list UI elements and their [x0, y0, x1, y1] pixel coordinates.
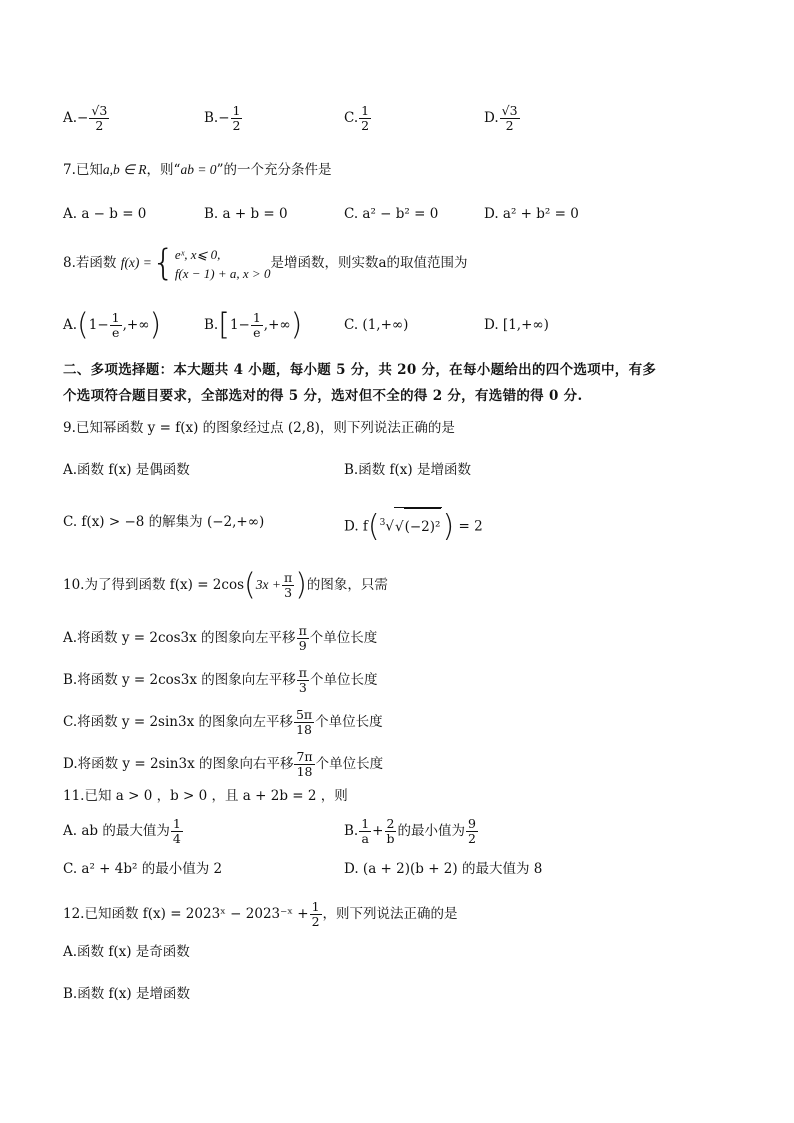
section-2-heading-line2: 个选项符合题目要求，全部选对的得 5 分，选对但不全的得 2 分，有选错的得 0 分. [63, 388, 583, 404]
q6-option-b: B.− $\frac{1}{2}$ [204, 103, 241, 133]
q9-option-b: B.函数 f(x) 是增函数 [344, 462, 471, 478]
q7-option-b: B. a + b = 0 [204, 206, 288, 222]
q12-option-a: A.函数 f(x) 是奇函数 [63, 944, 190, 960]
q9-option-a: A.函数 f(x) 是偶函数 [63, 462, 190, 478]
q7-stem: 7.已知a,b ∈ R，则“ab = 0”的一个充分条件是 [63, 162, 332, 178]
q7-option-a: A. a − b = 0 [63, 206, 147, 222]
q11-option-b: B. $\frac{1}{a}$ + $\frac{2}{b}$ 的最小值为 $\frac{9}{2}$ [344, 816, 476, 846]
q6-option-d: D. $\frac{√3}{2}$ [484, 103, 518, 133]
q8-option-c: C. (1,+∞) [344, 317, 409, 333]
q8-option-b: B.[1− $\frac{1}{e}$ ,+∞) [204, 307, 303, 343]
q11-option-d: D. (a + 2)(b + 2) 的最大值为 8 [344, 861, 543, 877]
q11-stem: 11.已知 a > 0 ，b > 0 ，且 a + 2b = 2 ，则 [63, 788, 348, 804]
q12-stem: 12.已知函数 f(x) = 2023ˣ − 2023⁻ˣ + $\frac{1}{2}$ ，则下列说法正确的是 [63, 899, 458, 929]
q7-option-c: C. a² − b² = 0 [344, 206, 439, 222]
q10-option-d: D.将函数 y = 2sin3x 的图象向右平移 $\frac{7\pi}{18}$ 个单位长度 [63, 749, 384, 779]
q8-option-d: D. [1,+∞) [484, 317, 549, 333]
q11-option-a: A. ab 的最大值为 $\frac{1}{4}$ [63, 816, 181, 846]
q7-option-d: D. a² + b² = 0 [484, 206, 579, 222]
q9-stem: 9.已知幂函数 y = f(x) 的图象经过点 (2,8)，则下列说法正确的是 [63, 420, 455, 436]
q11-option-c: C. a² + 4b² 的最小值为 2 [63, 861, 223, 877]
section-2-heading: 二、多项选择题：本大题共 4 小题，每小题 5 分，共 20 分，在每小题给出的四个选项中，有多 [63, 362, 657, 378]
q10-stem: 10.为了得到函数 f(x) = 2cos(3x + $\frac{\pi}{3}$ )的图象，只需 [63, 567, 388, 603]
q9-option-c: C. f(x) > −8 的解集为 (−2,+∞) [63, 514, 265, 530]
q8-stem: 8.若函数 f(x) ={ eˣ, x⩽ 0, f(x − 1) + a, x > 0 是增函数，则实数a的取值范围为 [63, 242, 468, 284]
q10-option-c: C.将函数 y = 2sin3x 的图象向左平移 $\frac{5\pi}{18}$ 个单位长度 [63, 707, 383, 737]
q8-option-a: A.(1− $\frac{1}{e}$ ,+∞) [63, 307, 162, 343]
q6-option-a: A.− $\frac{√3}{2}$ [63, 103, 108, 133]
q12-option-b: B.函数 f(x) 是增函数 [63, 986, 190, 1002]
q6-option-c: C. $\frac{1}{2}$ [344, 103, 370, 133]
q10-option-b: B.将函数 y = 2cos3x 的图象向左平移 $\frac{\pi}{3}$ 个单位长度 [63, 665, 378, 695]
q9-option-d: D. f($^3$√√(−2)²) = 2 [344, 505, 483, 545]
q10-option-a: A.将函数 y = 2cos3x 的图象向左平移 $\frac{\pi}{9}$ 个单位长度 [63, 623, 378, 653]
